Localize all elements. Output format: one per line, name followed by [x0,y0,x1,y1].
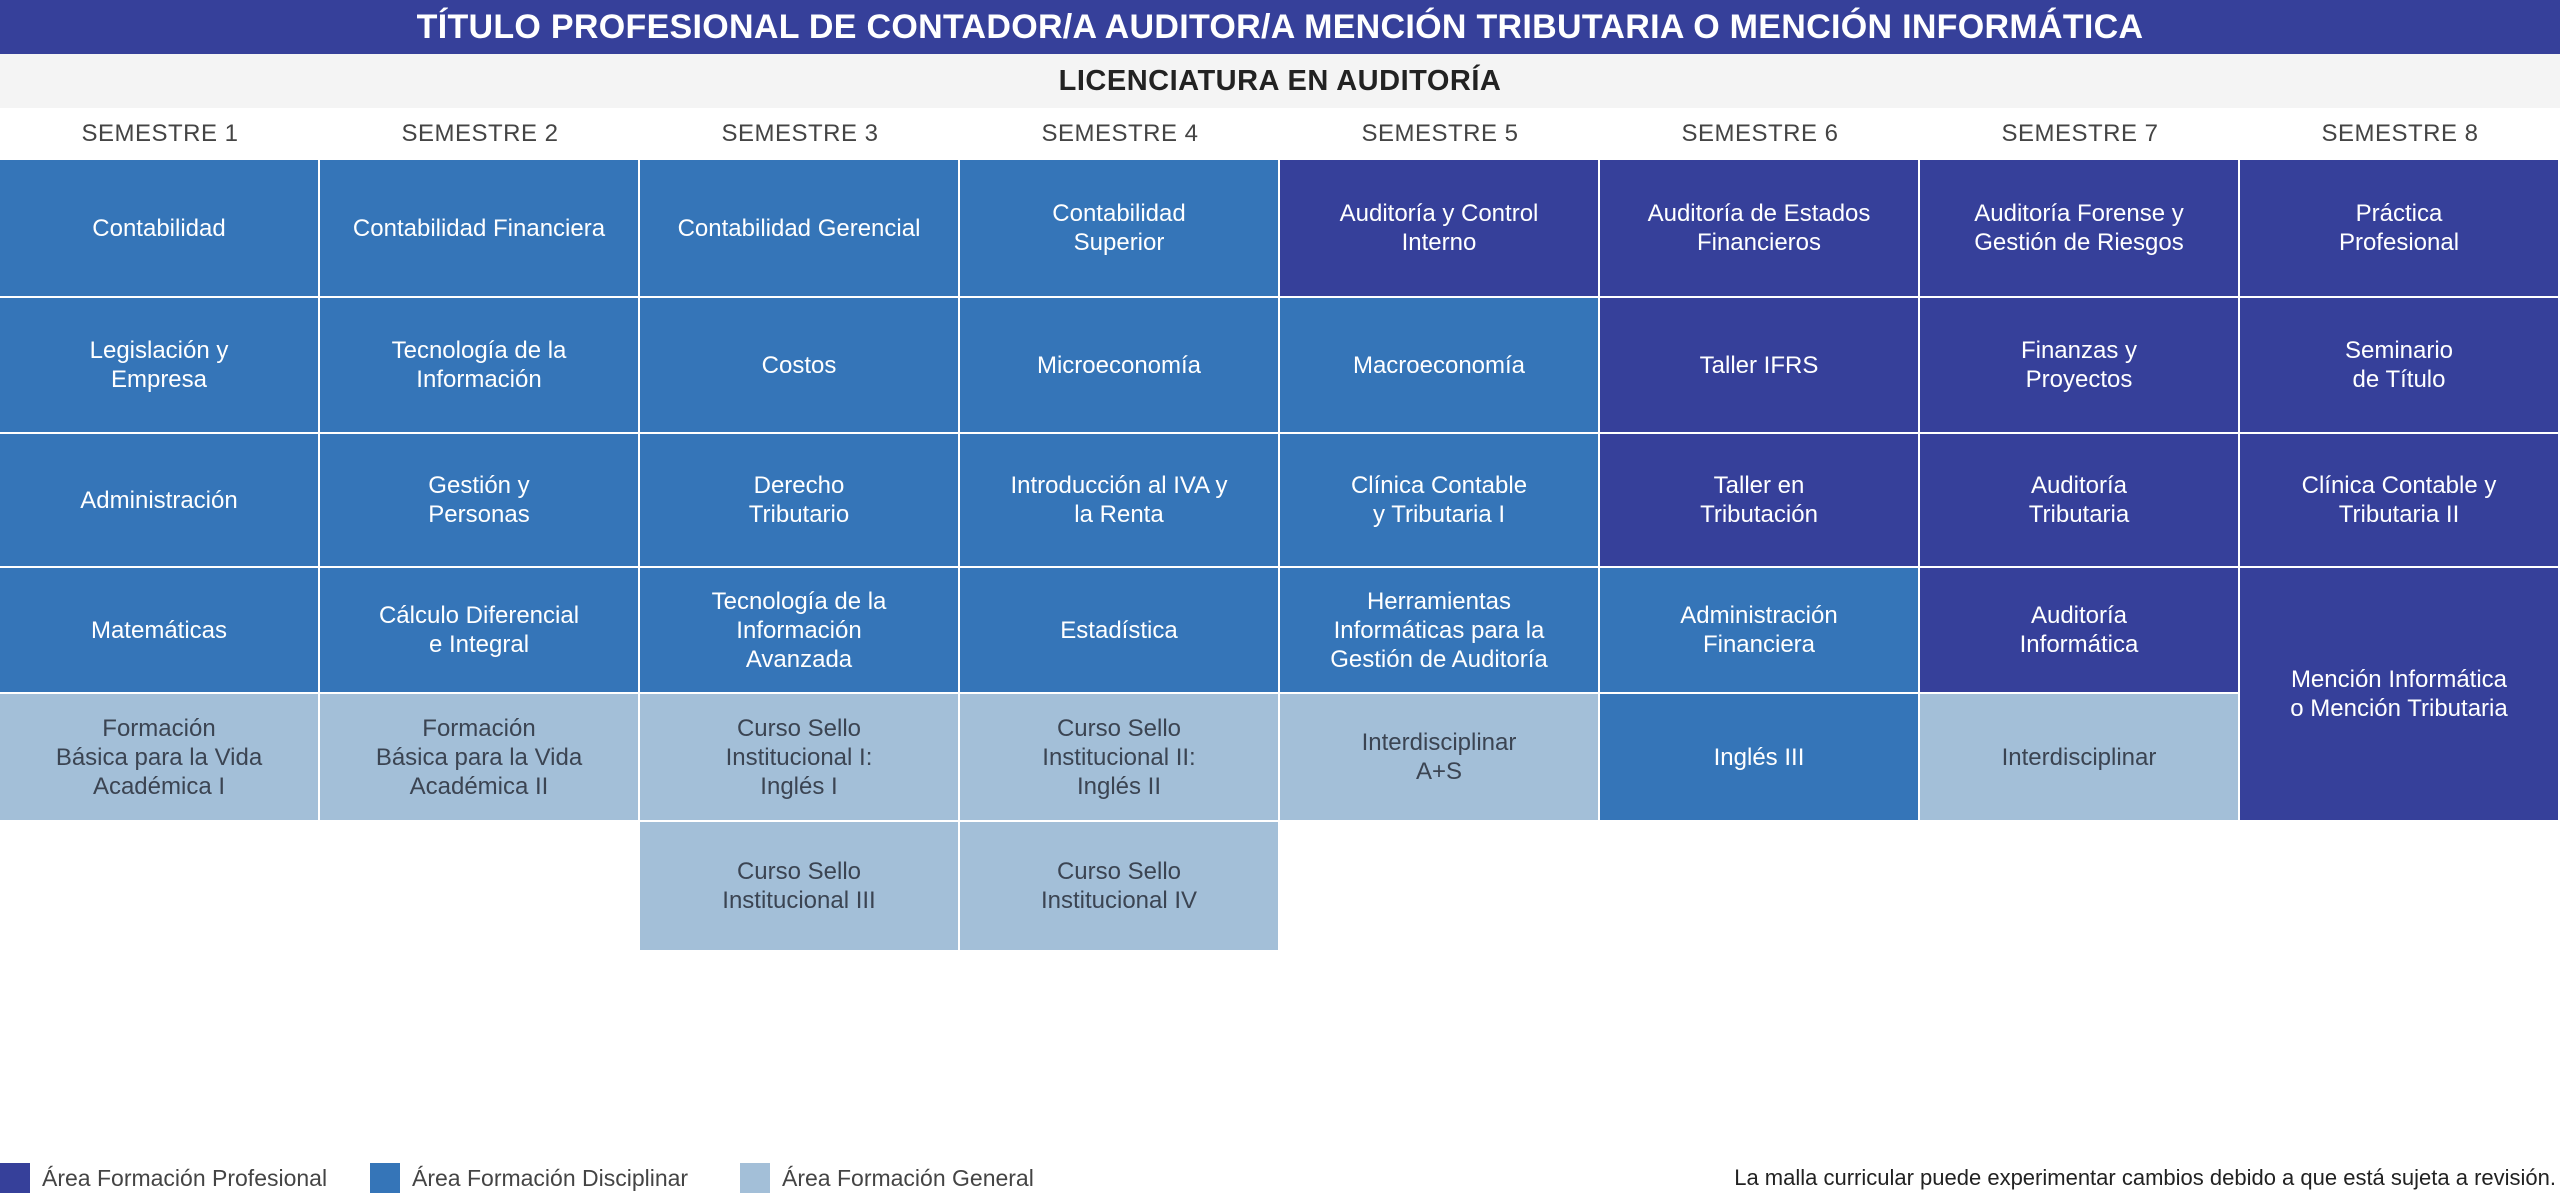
course-cell: Auditoría Informática [1920,568,2240,694]
course-cell: Herramientas Informáticas para la Gestión de Auditoría [1280,568,1600,694]
legend-swatch-disciplinar [370,1163,400,1193]
page-title: TÍTULO PROFESIONAL DE CONTADOR/A AUDITOR/A MENCIÓN TRIBUTARIA O MENCIÓN INFORMÁTICA [0,0,2560,54]
course-cell: Auditoría Forense y Gestión de Riesgos [1920,160,2240,298]
semester-header-1: SEMESTRE 1 [81,120,239,147]
course-cell: Curso Sello Institucional I: Inglés I [640,694,960,822]
course-cell: Auditoría de Estados Financieros [1600,160,1920,298]
semester-header-4: SEMESTRE 4 [1041,120,1199,147]
semester-header-5: SEMESTRE 5 [1361,120,1519,147]
course-cell: Estadística [960,568,1280,694]
legend-item-disciplinar [370,1162,688,1194]
course-cell: Auditoría Tributaria [1920,434,2240,568]
course-cell: Auditoría y Control Interno [1280,160,1600,298]
course-cell: Seminario de Título [2240,298,2560,434]
legend-label-profesional: Área Formación Profesional [42,1164,328,1191]
course-cell: Clínica Contable y Tributaria I [1280,434,1600,568]
course-cell: Gestión y Personas [320,434,640,568]
legend-swatch-profesional [0,1163,30,1193]
course-cell: Matemáticas [0,568,320,694]
course-cell: Contabilidad Superior [960,160,1280,298]
degree-subtitle: LICENCIATURA EN AUDITORÍA [0,54,2560,108]
legend-label-disciplinar: Área Formación Disciplinar [412,1164,689,1191]
course-cell: Finanzas y Proyectos [1920,298,2240,434]
semester-header-7: SEMESTRE 7 [2001,120,2159,147]
course-cell: Tecnología de la Información [320,298,640,434]
semester-header-3: SEMESTRE 3 [721,120,879,147]
course-cell: Mención Informática o Mención Tributaria [2240,568,2560,822]
course-cell: Cálculo Diferencial e Integral [320,568,640,694]
course-cell: Interdisciplinar A+S [1280,694,1600,822]
revision-note: La malla curricular puede experimentar cambios debido a que está sujeta a revisión. [1734,1165,2556,1190]
course-cell: Legislación y Empresa [0,298,320,434]
course-cell: Curso Sello Institucional II: Inglés II [960,694,1280,822]
legend-swatch-general [740,1163,770,1193]
course-cell: Costos [640,298,960,434]
course-cell: Contabilidad [0,160,320,298]
course-cell: Microeconomía [960,298,1280,434]
course-cell: Administración Financiera [1600,568,1920,694]
course-cell: Curso Sello Institucional IV [960,822,1280,952]
course-cell: Tecnología de la Información Avanzada [640,568,960,694]
course-cell: Formación Básica para la Vida Académica I [0,694,320,822]
legend-item-general [740,1162,1034,1194]
course-cell: Contabilidad Gerencial [640,160,960,298]
legend-label-general: Área Formación General [782,1164,1034,1191]
course-cell: Interdisciplinar [1920,694,2240,822]
course-cell: Contabilidad Financiera [320,160,640,298]
course-cell: Introducción al IVA y la Renta [960,434,1280,568]
course-cell: Curso Sello Institucional III [640,822,960,952]
course-cell: Clínica Contable y Tributaria II [2240,434,2560,568]
legend-item-profesional [0,1162,327,1194]
course-cell: Taller en Tributación [1600,434,1920,568]
course-cell: Inglés III [1600,694,1920,822]
semester-header-8: SEMESTRE 8 [2321,120,2479,147]
course-cell: Formación Básica para la Vida Académica II [320,694,640,822]
course-cell: Práctica Profesional [2240,160,2560,298]
course-cell: Derecho Tributario [640,434,960,568]
course-cell: Taller IFRS [1600,298,1920,434]
semester-header-2: SEMESTRE 2 [401,120,559,147]
semester-header-6: SEMESTRE 6 [1681,120,1839,147]
course-cell: Macroeconomía [1280,298,1600,434]
course-cell: Administración [0,434,320,568]
